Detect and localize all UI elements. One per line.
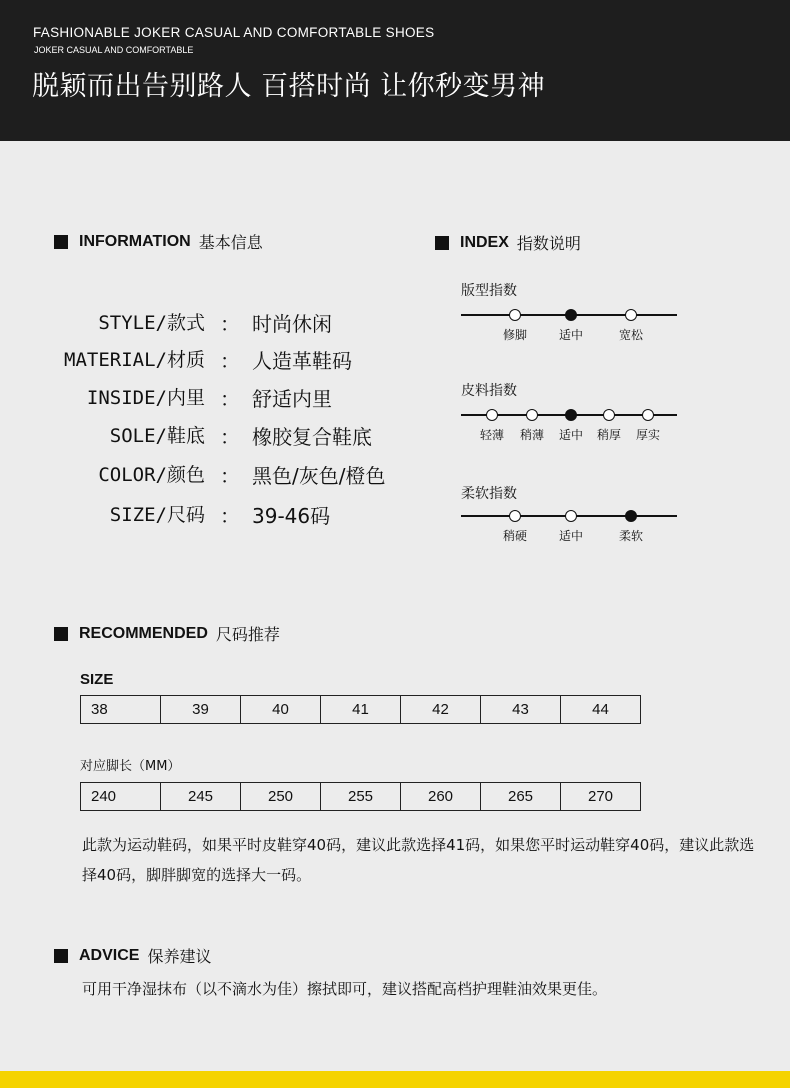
foot-length-cell: 260	[401, 783, 481, 811]
scale-dot-selected	[625, 510, 637, 522]
scale-dot	[509, 510, 521, 522]
advice-text: 可用干净湿抹布（以不滴水为佳）擦拭即可，建议搭配高档护理鞋油效果更佳。	[82, 980, 608, 998]
index-heading-en: INDEX	[460, 233, 509, 251]
scale-dot	[526, 409, 538, 421]
softness-index-scale	[461, 515, 677, 543]
info-label: SIZE/尺码	[109, 504, 205, 526]
square-bullet-icon	[54, 627, 68, 641]
index-heading-zh: 指数说明	[516, 234, 581, 253]
info-value: 时尚休闲	[252, 312, 332, 336]
header-subtitle-en: JOKER CASUAL AND COMFORTABLE	[34, 45, 194, 55]
information-heading-zh: 基本信息	[198, 233, 263, 252]
recommended-heading-zh: 尺码推荐	[215, 625, 280, 644]
info-label: SOLE/鞋底	[109, 425, 205, 447]
foot-length-row	[81, 783, 641, 811]
softness-index-title: 柔软指数	[461, 486, 517, 502]
advice-heading	[54, 944, 211, 967]
size-cell: 40	[241, 696, 321, 724]
foot-length-cell: 250	[241, 783, 321, 811]
info-value: 黑色/灰色/橙色	[252, 464, 386, 488]
information-heading-en: INFORMATION	[79, 232, 191, 250]
scale-label: 修脚	[502, 328, 528, 342]
info-row-inside	[0, 383, 430, 413]
foot-length-cell: 270	[561, 783, 641, 811]
foot-length-cell: 255	[321, 783, 401, 811]
scale-dot	[625, 309, 637, 321]
info-row-size	[0, 500, 430, 530]
info-label: COLOR/颜色	[98, 464, 205, 486]
info-label: STYLE/款式	[98, 312, 205, 334]
scale-dot	[642, 409, 654, 421]
header-title-en: FASHIONABLE JOKER CASUAL AND COMFORTABLE SHOES	[33, 25, 435, 40]
scale-dot	[509, 309, 521, 321]
header-banner	[0, 0, 790, 141]
size-cell: 41	[321, 696, 401, 724]
scale-dot-selected	[565, 409, 577, 421]
leather-index-title: 皮料指数	[461, 383, 517, 399]
size-cell: 44	[561, 696, 641, 724]
advice-heading-en: ADVICE	[79, 946, 140, 964]
scale-label: 宽松	[618, 328, 644, 342]
scale-dot	[603, 409, 615, 421]
info-value: 39-46码	[252, 504, 331, 528]
scale-label: 轻薄	[479, 428, 505, 442]
size-row	[81, 696, 641, 724]
info-label: MATERIAL/材质	[64, 349, 205, 371]
size-label: SIZE	[80, 671, 114, 688]
scale-dot-selected	[565, 309, 577, 321]
info-label: INSIDE/内里	[86, 387, 205, 409]
size-cell: 38	[81, 696, 161, 724]
leather-index-scale	[461, 414, 677, 442]
info-row-style	[0, 308, 430, 338]
fit-index-title: 版型指数	[461, 283, 517, 299]
info-value: 舒适内里	[252, 387, 332, 411]
index-heading	[435, 231, 581, 254]
info-colon: ：	[220, 349, 240, 373]
size-recommendation-note: 此款为运动鞋码，如果平时皮鞋穿40码，建议此款选择41码，如果您平时运动鞋穿40码，建议此款选择40码，脚胖脚宽的选择大一码。	[82, 836, 755, 884]
scale-dot	[565, 510, 577, 522]
info-row-material	[0, 345, 430, 375]
square-bullet-icon	[54, 235, 68, 249]
scale-label: 适中	[558, 328, 584, 342]
scale-dot	[486, 409, 498, 421]
info-row-color	[0, 460, 430, 490]
square-bullet-icon	[54, 949, 68, 963]
header-slogan: 脱颖而出告别路人 百搭时尚 让你秒变男神	[32, 71, 546, 102]
info-colon: ：	[220, 425, 240, 449]
info-colon: ：	[220, 387, 240, 411]
info-value: 橡胶复合鞋底	[252, 425, 372, 449]
info-colon: ：	[220, 312, 240, 336]
info-colon: ：	[220, 464, 240, 488]
info-row-sole	[0, 421, 430, 451]
size-cell: 42	[401, 696, 481, 724]
foot-length-cell: 240	[81, 783, 161, 811]
size-cell: 43	[481, 696, 561, 724]
scale-label: 稍厚	[596, 428, 622, 442]
scale-label: 柔软	[618, 529, 644, 543]
scale-label: 稍薄	[519, 428, 545, 442]
scale-label: 稍硬	[502, 529, 528, 543]
foot-length-cell: 265	[481, 783, 561, 811]
fit-index-scale	[461, 314, 677, 342]
scale-label: 厚实	[635, 428, 661, 442]
recommended-heading	[54, 622, 280, 645]
foot-length-label: 对应脚长（MM）	[80, 759, 181, 774]
foot-length-table	[80, 782, 641, 811]
information-heading	[54, 230, 263, 253]
recommended-heading-en: RECOMMENDED	[79, 624, 208, 642]
size-table	[80, 695, 641, 724]
square-bullet-icon	[435, 236, 449, 250]
advice-heading-zh: 保养建议	[147, 947, 212, 966]
info-value: 人造革鞋码	[252, 349, 352, 373]
accent-bar	[0, 1071, 790, 1088]
scale-label: 适中	[558, 428, 584, 442]
scale-label: 适中	[558, 529, 584, 543]
foot-length-cell: 245	[161, 783, 241, 811]
size-cell: 39	[161, 696, 241, 724]
info-colon: ：	[220, 504, 240, 528]
